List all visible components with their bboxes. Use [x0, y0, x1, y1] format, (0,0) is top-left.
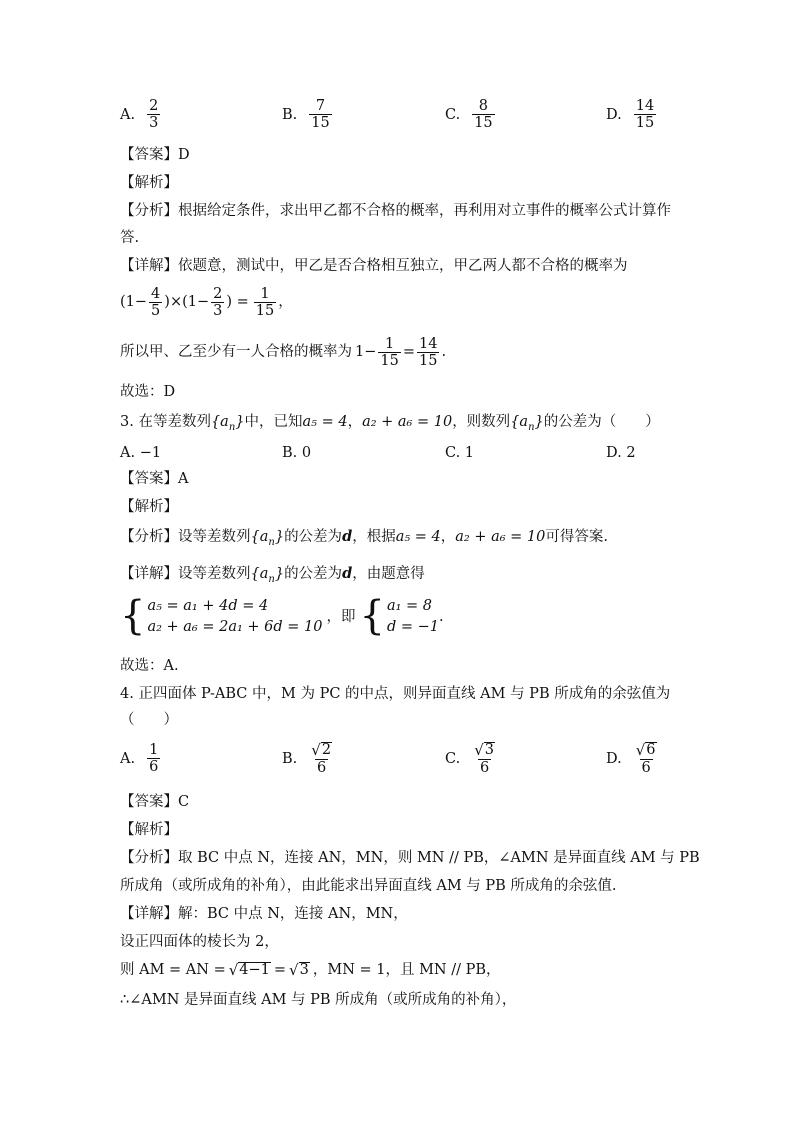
- q2-choose: 故选：D: [120, 384, 176, 400]
- text: 依题意，测试中，甲乙是否合格相互独立，甲乙两人都不合格的概率为: [178, 258, 628, 274]
- option-label: B.: [282, 106, 298, 123]
- q4-paren: （ ）: [120, 712, 178, 728]
- q2-option-a: [120, 98, 162, 131]
- q2-analysis-title: 【解析】: [120, 175, 178, 191]
- q4-fenxi: 【分析】取 BC 中点 N，连接 AN，MN，则 MN // PB，∠AMN 是异面直线 AM 与 PB: [120, 850, 700, 866]
- q2-fenxi: [120, 201, 671, 221]
- system-2: { a₁ = 8 d = −1: [359, 593, 439, 639]
- q4-last-line: ∴∠AMN 是异面直线 AM 与 PB 所成角（或所成角的补角），: [120, 992, 517, 1008]
- fraction: $\frac{2}{3}$: [149, 98, 159, 131]
- q3-option-d: D. 2: [606, 445, 636, 461]
- q2-option-d: [606, 98, 658, 131]
- q4-analysis-title: 【解析】: [120, 822, 178, 838]
- q4-answer: 【答案】C: [120, 794, 190, 810]
- q3-stem: 3. 在等差数列$\{a_n\}$中，已知a₅ = 4，a₂ + a₆ = 10，则数列$\{a_n\}$的公差为（ ）: [120, 414, 660, 433]
- q4-stem: 4. 正四面体 P-ABC 中，M 为 PC 的中点，则异面直线 AM 与 PB 所成角的余弦值为: [120, 686, 671, 702]
- q3-system: { a₅ = a₁ + 4d = 4 a₂ + a₆ = 2a₁ + 6d = 10 ，即 { a₁ = 8 d = −1 .: [120, 593, 444, 639]
- q3-xiangjie: 【详解】设等差数列$\{a_n\}$的公差为d，由题意得: [120, 565, 425, 585]
- q2-option-b: [282, 98, 334, 131]
- option-label: D.: [606, 106, 622, 123]
- q4-am-line: 则 AM = AN = √ 4−1 = √ 3 ，MN = 1，且 MN // PB，: [120, 961, 501, 979]
- q3-option-c: C. 1: [445, 445, 475, 461]
- tag: 【详解】: [120, 258, 178, 274]
- q2-answer: 【答案】D: [120, 147, 190, 163]
- tag: 【分析】: [120, 203, 178, 219]
- q3-answer: 【答案】A: [120, 471, 189, 487]
- q2-option-c: [445, 98, 497, 131]
- fraction: $\frac{14}{15}$: [635, 98, 655, 131]
- q4-edge-length: 设正四面体的棱长为 2，: [120, 934, 279, 950]
- q4-option-c: C. √ 3 6: [445, 741, 494, 776]
- q3-choose: 故选：A.: [120, 658, 179, 674]
- system-1: { a₅ = a₁ + 4d = 4 a₂ + a₆ = 2a₁ + 6d = 10: [120, 593, 323, 639]
- q4-fenxi-cont: 所成角（或所成角的补角），由此能求出异面直线 AM 与 PB 所成角的余弦值.: [120, 878, 617, 894]
- q4-option-d: D. √ 6 6: [606, 741, 656, 776]
- q2-fenxi-cont: 答.: [120, 230, 140, 246]
- q3-option-b: B. 0: [282, 445, 312, 461]
- q2-result: 所以甲、乙至少有一人合格的概率为 1− $\frac{1}{15}$ = $\frac{14}{15}$ .: [120, 335, 447, 369]
- option-label: A.: [120, 106, 136, 123]
- q4-xiangjie: 【详解】解：BC 中点 N，连接 AN，MN，: [120, 906, 408, 922]
- q2-formula: (1− $\frac{4}{5}$ )×(1− $\frac{2}{3}$ ) = $\frac{1}{15}$ ，: [120, 285, 293, 319]
- text: 根据给定条件，求出甲乙都不合格的概率，再利用对立事件的概率公式计算作: [178, 203, 671, 219]
- q3-analysis-title: 【解析】: [120, 499, 178, 515]
- q4-option-a: A. $\frac{1}{6}$: [120, 742, 159, 775]
- q2-xiangjie: [120, 256, 628, 276]
- q3-option-a: A. −1: [120, 445, 162, 461]
- fraction: $\frac{7}{15}$: [311, 98, 330, 131]
- q3-fenxi: 【分析】设等差数列$\{a_n\}$的公差为d，根据a₅ = 4，a₂ + a₆ = 10可得答案.: [120, 528, 608, 548]
- fraction: $\frac{8}{15}$: [474, 98, 493, 131]
- q4-option-b: B. √ 2 6: [282, 741, 332, 776]
- option-label: C.: [445, 106, 461, 123]
